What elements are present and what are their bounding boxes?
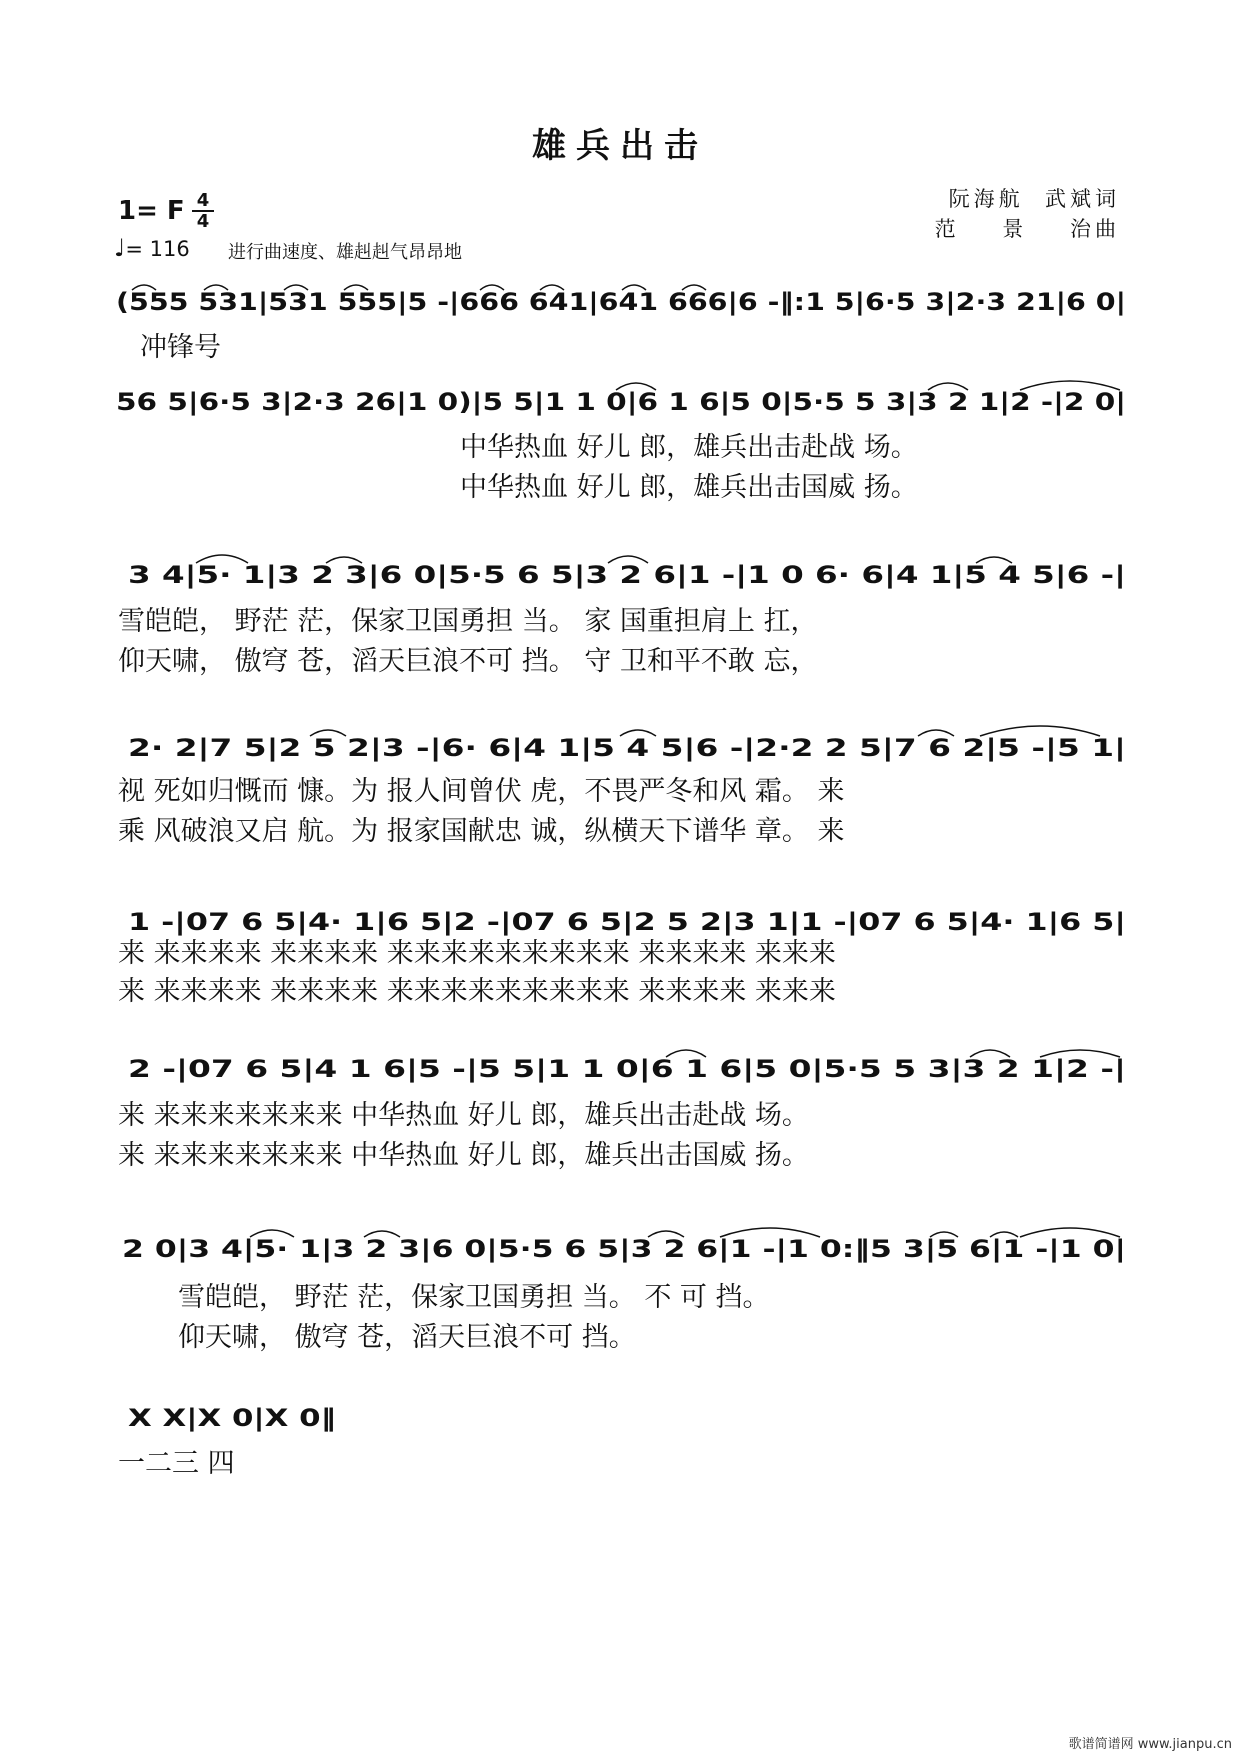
music-line-7: 2 0|3 4|5· 1|3 2 3|6 0|5·5 6 5|3 2 6|1 -|1 0:‖5 3|5 6|1 -|1 0|: [122, 1235, 1126, 1263]
lyric-line-5-1: 来 来来来来 来来来来 来来来来来来来来来 来来来来 来来来: [118, 938, 836, 969]
lyric-line-6-1: 来 来来来来来来来 中华热血 好儿 郎，雄兵出击赴战 场。: [118, 1100, 809, 1131]
time-signature-bottom: 4: [196, 211, 210, 232]
music-line-4: 2· 2|7 5|2 5 2|3 -|6· 6|4 1|5 4 5|6 -|2·2 2 5|7 6 2|5 -|5 1|: [128, 734, 1126, 762]
music-line-1: (555 531|531 555|5 -|666 641|641 666|6 -‖:1 5|6·5 3|2·3 21|6 0|: [116, 288, 1126, 316]
time-signature-top: 4: [196, 190, 210, 211]
lyric-line-4-2: 乘 风破浪又启 航。为 报家国献忠 诚，纵横天下谱华 章。 来: [118, 816, 845, 847]
lyric-line-7-1: 雪皑皑， 野茫 茫，保家卫国勇担 当。 不 可 挡。: [178, 1282, 770, 1313]
music-line-6: 2 -|07 6 5|4 1 6|5 -|5 5|1 1 0|6 1 6|5 0|5·5 5 3|3 2 1|2 -|: [128, 1055, 1126, 1083]
lyric-line-4-1: 视 死如归慨而 慷。为 报人间曾伏 虎，不畏严冬和风 霜。 来: [118, 776, 845, 807]
song-title: 雄兵出击: [532, 126, 708, 166]
music-line-2: 56 5|6·5 3|2·3 26|1 0)|5 5|1 1 0|6 1 6|5 0|5·5 5 3|3 2 1|2 -|2 0|: [116, 388, 1126, 416]
score-row-3: [118, 555, 1126, 677]
score-row-2: [116, 381, 1126, 503]
key-signature: 1= F: [118, 196, 185, 226]
score-row-4: [118, 726, 1126, 847]
score-row-8: [118, 1404, 336, 1479]
music-line-3: 3 4|5· 1|3 2 3|6 0|5·5 6 5|3 2 6|1 -|1 0 6· 6|4 1|5 4 5|6 -|: [128, 561, 1126, 589]
lyric-line-1-1: 冲锋号: [140, 332, 221, 363]
score-row-5: [118, 908, 1126, 1007]
watermark: 歌谱简谱网 www.jianpu.cn: [1068, 1737, 1232, 1752]
lyric-line-7-2: 仰天啸， 傲穹 苍，滔天巨浪不可 挡。: [178, 1322, 636, 1353]
quarter-note-icon: ♩: [114, 234, 126, 262]
lyric-line-3-1: 雪皑皑， 野茫 茫，保家卫国勇担 当。 家 国重担肩上 扛，: [118, 606, 818, 637]
lyricist-credit: 阮海航 武斌词: [948, 187, 1120, 211]
lyric-line-2-1: 中华热血 好儿 郎，雄兵出击赴战 场。: [460, 432, 918, 463]
tempo-value: = 116: [125, 237, 190, 261]
lyric-line-3-2: 仰天啸， 傲穹 苍，滔天巨浪不可 挡。 守 卫和平不敢 忘，: [118, 646, 818, 677]
lyric-line-2-2: 中华热血 好儿 郎，雄兵出击国威 扬。: [460, 472, 918, 503]
music-line-8: X X|X 0|X 0‖: [128, 1404, 336, 1432]
score-row-7: [122, 1228, 1126, 1353]
score-row-6: [118, 1050, 1126, 1171]
composer-credit: 范 景 治曲: [934, 217, 1120, 241]
lyric-line-5-2: 来 来来来来 来来来来 来来来来来来来来来 来来来来 来来来: [118, 976, 836, 1007]
music-line-5: 1 -|07 6 5|4· 1|6 5|2 -|07 6 5|2 5 2|3 1|1 -|07 6 5|4· 1|6 5|: [128, 908, 1126, 936]
score-row-1: [116, 285, 1126, 363]
tempo-instruction: 进行曲速度、雄赳赳气昂昂地: [228, 242, 462, 263]
lyric-line-8-1: 一二三 四: [118, 1448, 235, 1479]
lyric-line-6-2: 来 来来来来来来来 中华热血 好儿 郎，雄兵出击国威 扬。: [118, 1140, 809, 1171]
